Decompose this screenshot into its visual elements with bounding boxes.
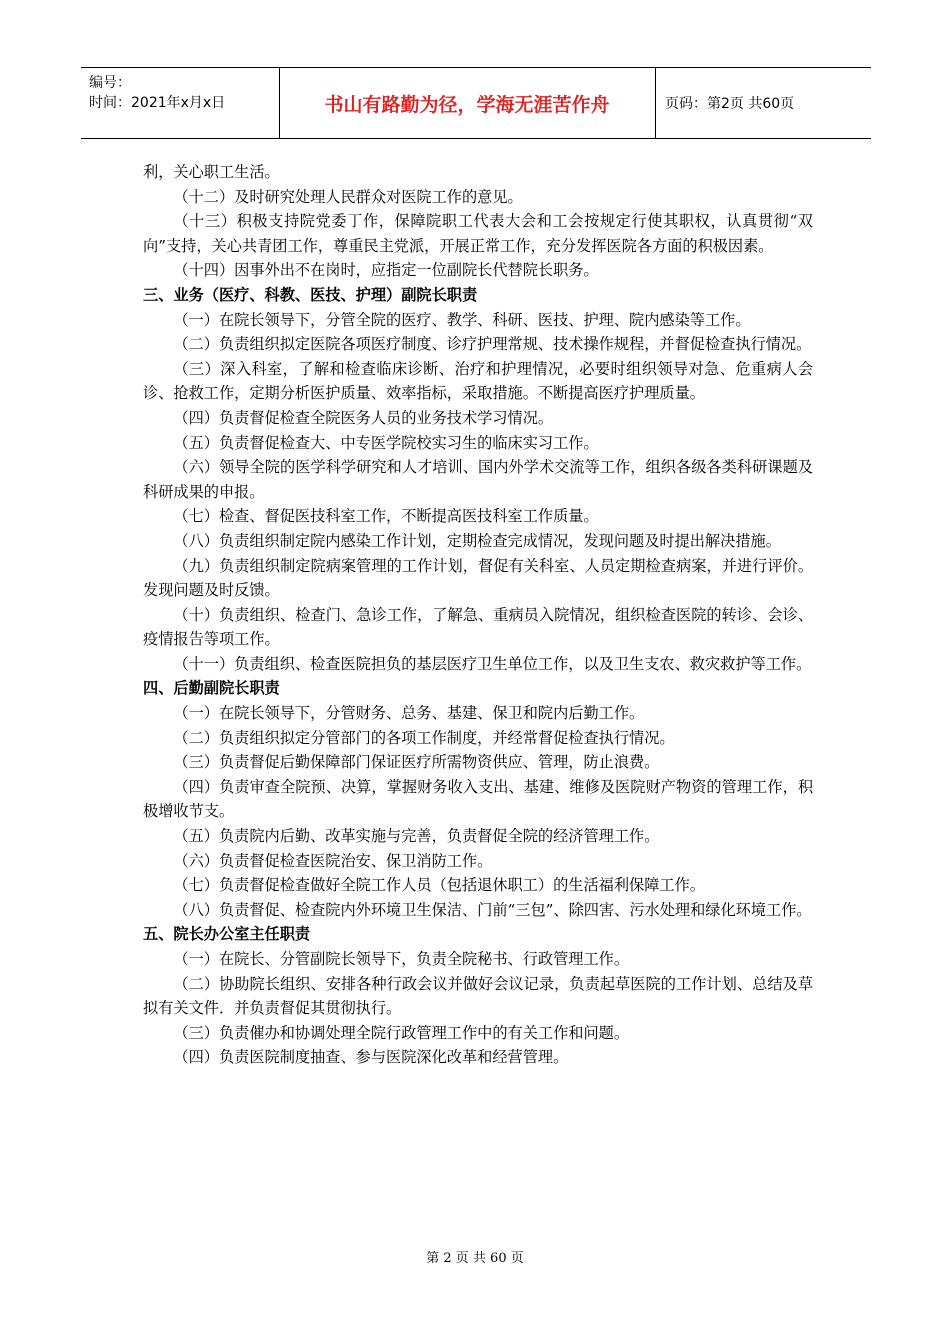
body-paragraph: （八）负责督促、检查院内外环境卫生保洁、门前“三包”、除四害、污水处理和绿化环境工作。 xyxy=(173,900,812,919)
body-paragraph: （三）负责督促后勤保障部门保证医疗所需物资供应、管理，防止浪费。 xyxy=(173,753,660,772)
body-paragraph: （三）负责催办和协调处理全院行政管理工作中的有关工作和问题。 xyxy=(173,1023,630,1042)
body-paragraph: （二）负责组织拟定医院各项医疗制度、诊疗护理常规、技术操作规程，并督促检查执行情况。 xyxy=(173,335,812,354)
body-paragraph: （十二）及时研究处理人民群众对医院工作的意见。 xyxy=(173,187,523,206)
document-number-label: 编号： xyxy=(89,75,131,91)
body-paragraph: （七）检查、督促医技科室工作，不断提高医技科室工作质量。 xyxy=(173,507,599,526)
body-paragraph: （八）负责组织制定院内感染工作计划，定期检查完成情况，发现问题及时提出解决措施。 xyxy=(173,531,781,550)
body-paragraph: （十三）积极支持院党委丁作，保障院职工代表大会和工会按规定行使其职权，认真贯彻“双向”支持，关心共青团工作，尊重民主党派，开展正常工作，充分发挥医院各方面的积极因素。 xyxy=(143,212,813,255)
header-info-cell xyxy=(81,68,280,138)
body-paragraph: （四）负责审查全院预、决算，掌握财务收入支出、基建、维修及医院财产物资的管理工作，积极增收节支。 xyxy=(143,777,813,821)
body-paragraph: （二）负责组织拟定分管部门的各项工作制度，并经常督促检查执行情况。 xyxy=(173,728,675,747)
body-paragraph: （七）负责督促检查做好全院工作人员（包括退休职工）的生活福利保障工作。 xyxy=(173,876,705,895)
page-header xyxy=(81,67,871,139)
body-paragraph: （二）协助院长组织、安排各种行政会议并做好会议记录，负责起草医院的工作计划、总结及草拟有关文件．并负责督促其贯彻执行。 xyxy=(143,974,813,1018)
body-paragraph: （十一）负责组织、检查医院担负的基层医疗卫生单位工作，以及卫生支农、救灾救护等工作。 xyxy=(173,654,812,673)
section-heading: 三、业务（医疗、科教、医技、护理）副院长职责 xyxy=(143,285,478,304)
section-heading: 四、后勤副院长职责 xyxy=(143,679,280,698)
header-motto: 书山有路勤为径，学海无涯苦作舟 xyxy=(279,68,656,138)
body-paragraph: 利，关心职工生活。 xyxy=(143,163,280,181)
body-paragraph: （六）负责督促检查医院治安、保卫消防工作。 xyxy=(173,851,493,870)
body-paragraph: （四）负责医院制度抽查、参与医院深化改革和经营管理。 xyxy=(173,1048,569,1067)
body-paragraph: （十四）因事外出不在岗时，应指定一位副院长代替院长职务。 xyxy=(173,261,599,280)
section-heading: 五、院长办公室主任职责 xyxy=(143,925,311,944)
body-paragraph: （五）负责院内后勤、改革实施与完善，负责督促全院的经济管理工作。 xyxy=(173,827,660,846)
page-footer: 第 2 页 共 60 页 xyxy=(426,1251,524,1266)
body-paragraph: （一）在院长、分管副院长领导下，负责全院秘书、行政管理工作。 xyxy=(173,950,630,968)
body-paragraph: （九）负责组织制定院病案管理的工作计划，督促有关科室、人员定期检查病案，并进行评价。发现问题及时反馈。 xyxy=(143,556,813,600)
body-paragraph: （五）负责督促检查大、中专医学院校实习生的临床实习工作。 xyxy=(173,433,599,452)
body-paragraph: （十）负责组织、检查门、急诊工作，了解急、重病员入院情况，组织检查医院的转诊、会诊、疫情报告等项工作。 xyxy=(143,605,813,649)
body-paragraph: （六）领导全院的医学科学研究和人才培训、国内外学术交流等工作，组织各级各类科研课题及科研成果的申报。 xyxy=(143,458,813,501)
body-paragraph: （一）在院长领导下，分管财务、总务、基建、保卫和院内后勤工作。 xyxy=(173,704,645,723)
document-body xyxy=(143,160,813,1070)
body-paragraph: （一）在院长领导下，分管全院的医疗、教学、科研、医技、护理、院内感染等工作。 xyxy=(173,310,751,329)
body-paragraph: （三）深入科室，了解和检查临床诊断、治疗和护理情况，必要时组织领导对急、危重病人会诊、抢救工作，定期分析医护质量、效率指标，采取措施。不断提高医疗护理质量。 xyxy=(143,359,813,403)
body-paragraph: （四）负责督促检查全院医务人员的业务技术学习情况。 xyxy=(173,408,554,427)
document-date-label: 时间：2021年x月x日 xyxy=(89,95,226,111)
header-page-label: 页码：第2页 共60页 xyxy=(665,96,795,112)
